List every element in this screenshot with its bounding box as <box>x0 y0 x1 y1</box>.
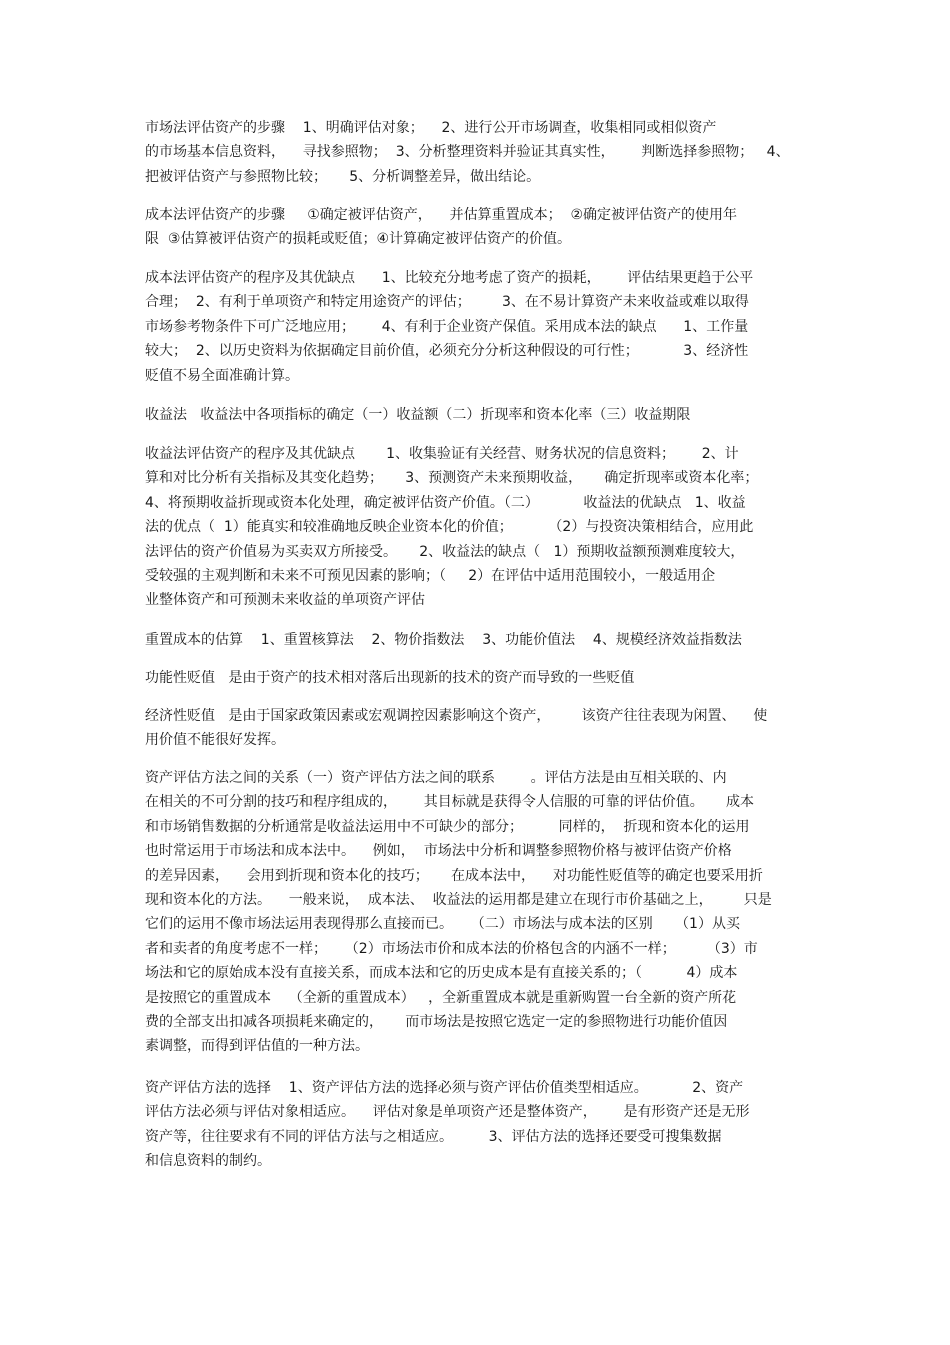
paragraph-cost-method-pros-cons <box>145 266 825 388</box>
text-line: 者和卖者的角度考虑不一样； （2）市场法市价和成本法的价格包含的内涵不一样； （3）市 <box>145 940 758 957</box>
text-line: 的市场基本信息资料， 寻找参照物； 3、分析整理资料并验证其真实性， 判断选择参照物； 4、 <box>145 144 790 161</box>
text-line: 功能性贬值 是由于资产的技术相对落后出现新的技术的资产而导致的一些贬值 <box>145 670 635 686</box>
paragraph-income-method-pros-cons <box>145 442 825 613</box>
paragraph-income-method-indicators <box>145 403 825 427</box>
text-line: 市场法评估资产的步骤 1、明确评估对象； 2、进行公开市场调查，收集相同或相似资产 <box>145 120 717 136</box>
paragraph-functional-depreciation <box>145 666 825 690</box>
text-line: 重置成本的估算 1、重置核算法 2、物价指数法 3、功能价值法 4、规模经济效益指数法 <box>145 632 742 648</box>
text-line: 资产评估方法之间的关系（一）资产评估方法之间的联系 。评估方法是由互相关联的、内 <box>145 770 727 786</box>
text-line: 评估方法必须与评估对象相适应。 评估对象是单项资产还是整体资产， 是有形资产还是无形 <box>145 1104 750 1121</box>
text-line: 法评估的资产价值易为买卖双方所接受。 2、收益法的缺点（ 1）预期收益额预测难度较大， <box>145 543 745 560</box>
paragraph-cost-method-steps <box>145 203 825 252</box>
text-line: 的差异因素， 会用到折现和资本化的技巧； 在成本法中， 对功能性贬值等的确定也要采用折 <box>145 867 763 884</box>
text-line: 受较强的主观判断和未来不可预见因素的影响；（ 2）在评估中适用范围较小，一般适用企 <box>145 567 716 584</box>
text-line: 较大； 2、以历史资料为依据确定目前价值，必须充分分析这种假设的可行性； 3、经济性 <box>145 343 749 360</box>
text-line: 限 ③估算被评估资产的损耗或贬值；④计算确定被评估资产的价值。 <box>145 231 572 248</box>
text-line: 收益法 收益法中各项指标的确定（一）收益额（二）折现率和资本化率（三）收益期限 <box>145 407 691 423</box>
text-line: 市场参考物条件下可广泛地应用； 4、有利于企业资产保值。采用成本法的缺点 1、工作量 <box>145 318 749 335</box>
paragraph-economic-depreciation <box>145 704 825 753</box>
text-line: 成本法评估资产的步骤 ①确定被评估资产， 并估算重置成本； ②确定被评估资产的使用年 <box>145 207 738 223</box>
text-line: 它们的运用不像市场法运用表现得那么直接而已。 （二）市场法与成本法的区别 （1）从买 <box>145 916 740 933</box>
text-line: 合理； 2、有利于单项资产和特定用途资产的评估； 3、在不易计算资产未来收益或难以取得 <box>145 294 749 311</box>
text-line: 资产评估方法的选择 1、资产评估方法的选择必须与资产评估价值类型相适应。 2、资产 <box>145 1080 744 1096</box>
text-line: 算和对比分析有关指标及其变化趋势； 3、预测资产未来预期收益， 确定折现率或资本化率； <box>145 470 759 487</box>
text-line: 收益法评估资产的程序及其优缺点 1、收集验证有关经营、财务状况的信息资料； 2、计 <box>145 446 739 462</box>
text-line: 成本法评估资产的程序及其优缺点 1、比较充分地考虑了资产的损耗， 评估结果更趋于公平 <box>145 270 754 286</box>
paragraph-methods-selection <box>145 1076 825 1174</box>
text-line: 法的优点（ 1）能真实和较准确地反映企业资本化的价值； （2）与投资决策相结合，应用此 <box>145 519 754 536</box>
text-line: 是按照它的重置成本 （全新的重置成本） ，全新重置成本就是重新购置一台全新的资产所花 <box>145 989 737 1006</box>
text-line: 和市场销售数据的分析通常是收益法运用中不可缺少的部分； 同样的， 折现和资本化的运用 <box>145 818 750 835</box>
text-line: 在相关的不可分割的技巧和程序组成的， 其目标就是获得令人信服的可靠的评估价值。 成本 <box>145 794 754 811</box>
text-line: 经济性贬值 是由于国家政策因素或宏观调控因素影响这个资产， 该资产往往表现为闲置、 使 <box>145 708 768 724</box>
text-line: 也时常运用于市场法和成本法中。 例如， 市场法中分析和调整参照物价格与被评估资产价格 <box>145 843 732 860</box>
text-line: 4、将预期收益折现或资本化处理，确定被评估资产价值。（二） 收益法的优缺点 1、收益 <box>145 494 746 511</box>
text-line: 费的全部支出扣减各项损耗来确定的， 而市场法是按照它选定一定的参照物进行功能价值因 <box>145 1013 728 1030</box>
text-line: 贬值不易全面准确计算。 <box>145 367 299 384</box>
paragraph-market-method-steps <box>145 116 825 189</box>
paragraph-methods-relationship <box>145 766 825 1059</box>
text-line: 业整体资产和可预测未来收益的单项资产评估 <box>145 592 425 609</box>
text-line: 资产等，往往要求有不同的评估方法与之相适应。 3、评估方法的选择还要受可搜集数据 <box>145 1128 722 1145</box>
text-line: 现和资本化的方法。 一般来说， 成本法、 收益法的运用都是建立在现行市价基础之上， 只是 <box>145 891 772 908</box>
paragraph-replacement-cost <box>145 628 825 652</box>
text-line: 用价值不能很好发挥。 <box>145 732 285 749</box>
text-line: 把被评估资产与参照物比较； 5、分析调整差异，做出结论。 <box>145 168 541 185</box>
text-line: 和信息资料的制约。 <box>145 1153 271 1170</box>
text-line: 场法和它的原始成本没有直接关系，而成本法和它的历史成本是有直接关系的；（ 4）成本 <box>145 965 738 982</box>
text-line: 素调整，而得到评估值的一种方法。 <box>145 1038 369 1055</box>
